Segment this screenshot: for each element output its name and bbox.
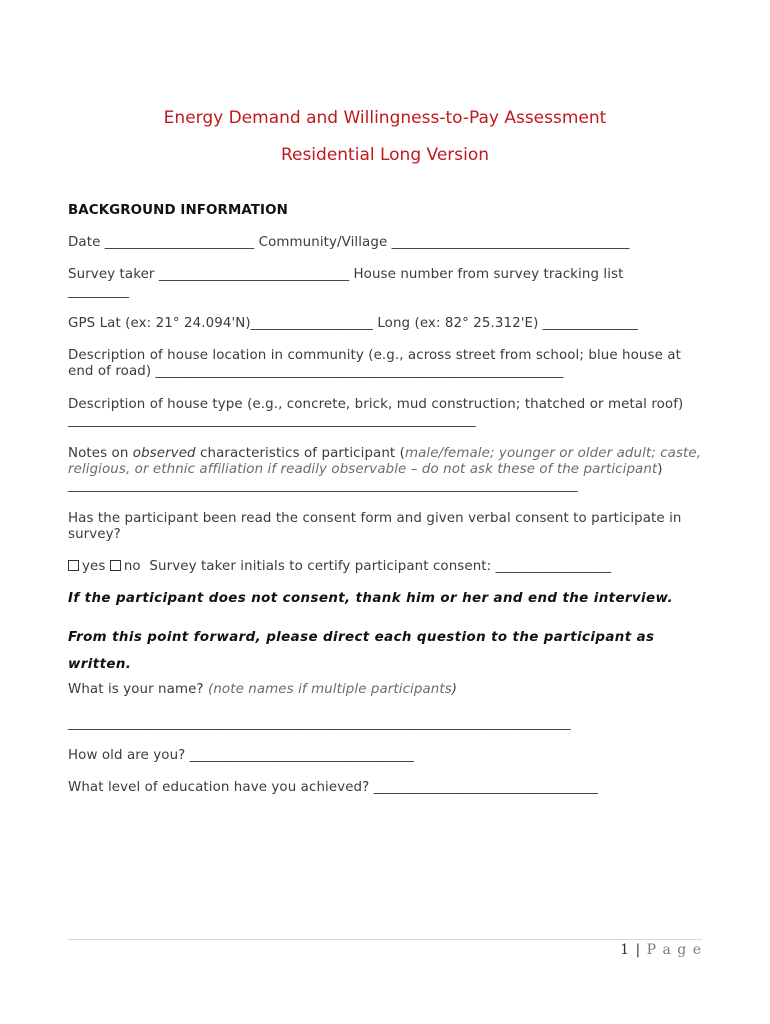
consent-question: Has the participant been read the consent form and given verbal consent to participate in survey? — [68, 511, 682, 542]
document-title: Energy Demand and Willingness-to-Pay Assessment — [163, 108, 607, 128]
notes-guidance: male/female; younger or older adult; caste, religious, or ethnic affiliation if readily observable – do not ask these of the participant — [68, 446, 702, 477]
footer-divider — [68, 939, 702, 940]
house-type-field: Description of house type (e.g., concrete, brick, mud construction; thatched or metal roof) — [68, 397, 684, 412]
age-question: How old are you? _________________________________ — [68, 748, 414, 763]
direction-line-2: written. — [68, 657, 132, 672]
no-label: no — [123, 559, 141, 574]
yes-checkbox[interactable] — [68, 560, 79, 571]
direction-line-1: From this point forward, please direct each question to the participant as — [68, 630, 655, 645]
notes-field — [68, 446, 708, 494]
consent-row — [68, 559, 611, 575]
section-heading: BACKGROUND INFORMATION — [68, 203, 288, 218]
yes-label: yes — [82, 559, 106, 574]
document-subtitle: Residential Long Version — [280, 145, 490, 165]
page-label: P a g e — [646, 942, 702, 958]
no-checkbox[interactable] — [110, 560, 121, 571]
name-blank: __________________________________________________________________________ — [68, 716, 571, 731]
page-separator: | — [630, 942, 647, 958]
initials-field: Survey taker initials to certify participant consent: _________________ — [149, 559, 612, 574]
name-note: (note names if multiple participants — [208, 682, 452, 697]
gps-field: GPS Lat (ex: 21° 24.094'N)__________________ Long (ex: 82° 25.312'E) ______________ — [68, 316, 638, 331]
notes-mid: characteristics of participant ( — [195, 446, 405, 461]
page-footer — [620, 942, 702, 958]
notes-prefix: Notes on — [68, 446, 133, 461]
house-location-field: Description of house location in community (e.g., across street from school; blue house at end of road) ____________________________________________________________ — [68, 348, 681, 379]
survey-taker-field: Survey taker ____________________________ House number from survey tracking list — [68, 267, 624, 282]
no-consent-instruction: If the participant does not consent, thank him or her and end the interview. — [68, 591, 673, 606]
page-number: 1 — [620, 942, 630, 958]
date-community-field: Date ______________________ Community/Village ___________________________________ — [68, 235, 630, 250]
house-type-blank: ____________________________________________________________ — [68, 413, 476, 428]
education-question: What level of education have you achieved? _________________________________ — [68, 780, 598, 795]
notes-observed: observed — [132, 446, 196, 461]
name-question — [68, 682, 457, 698]
notes-suffix: ) ___________________________________________________________________________ — [68, 462, 663, 493]
name-note-close: ) — [451, 682, 458, 697]
survey-taker-field-cont: _________ — [68, 284, 130, 299]
name-question-text: What is your name? — [68, 682, 204, 697]
